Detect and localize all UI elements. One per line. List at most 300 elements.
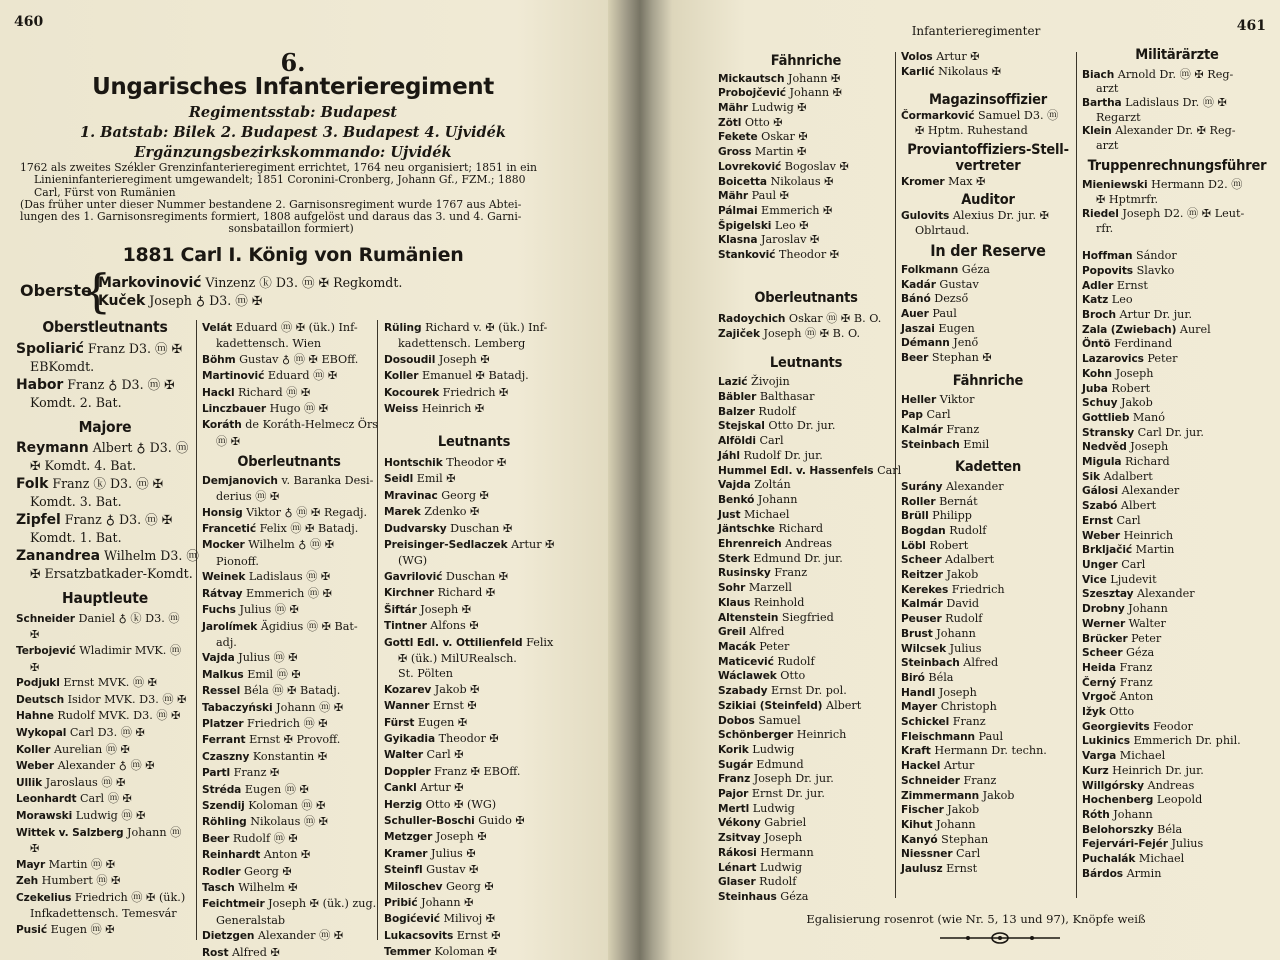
list-item bbox=[384, 537, 564, 569]
entry-detail: Reinhold bbox=[753, 595, 805, 609]
list-item bbox=[1082, 367, 1272, 382]
entry-name: Schuy bbox=[1082, 397, 1118, 410]
list-item bbox=[202, 401, 376, 417]
entry-detail: Peter bbox=[1131, 631, 1162, 645]
entry-detail: Martin bbox=[1135, 543, 1175, 557]
entry-name: Hackel bbox=[901, 760, 941, 773]
entry-name: Weinek bbox=[202, 571, 246, 584]
list-item bbox=[1082, 837, 1272, 852]
entry-detail: Manó bbox=[1132, 410, 1165, 424]
list-item bbox=[1082, 249, 1272, 264]
entry-detail: Paul bbox=[932, 307, 957, 320]
list-item bbox=[718, 145, 894, 160]
entry-name: Niessner bbox=[901, 848, 953, 861]
entry-name: Brücker bbox=[1082, 632, 1128, 645]
list-item bbox=[901, 408, 1075, 423]
entry-detail: Emil ⓜ ✠ bbox=[247, 667, 301, 681]
entry-continuation: ✠ bbox=[30, 660, 40, 674]
entry-name: Bogdan bbox=[901, 524, 946, 537]
list-item bbox=[202, 619, 376, 651]
entry-name: Gross bbox=[718, 146, 752, 159]
list-item bbox=[718, 787, 894, 802]
entry-detail: Carl bbox=[759, 434, 784, 448]
entry-name: Broch bbox=[1082, 309, 1116, 322]
entry-name: Peuser bbox=[901, 613, 942, 626]
entry-name: Kramer bbox=[384, 847, 428, 860]
entry-name: Bogićević bbox=[384, 913, 440, 926]
entry-detail: Alfred ✠ bbox=[231, 945, 280, 959]
entry-name: Gottl Edl. v. Ottilienfeld bbox=[384, 636, 523, 649]
entry-detail: Alexander bbox=[1137, 587, 1195, 601]
history-line: Linieninfanterieregiment umgewandelt; 1851 Coronini-Cronberg, Johann Gf., FZM.; 1880 bbox=[34, 173, 526, 187]
list-item bbox=[901, 774, 1075, 789]
list-item bbox=[718, 463, 902, 479]
entry-name: Steinbach bbox=[901, 657, 960, 670]
entry-name: Folk bbox=[16, 476, 49, 493]
list-item bbox=[16, 611, 194, 643]
list-item bbox=[16, 675, 194, 692]
entry-detail: Rudolf bbox=[759, 875, 797, 889]
entry-detail: Otto bbox=[780, 669, 806, 683]
list-item bbox=[16, 340, 194, 376]
list-item bbox=[901, 597, 1075, 612]
entry-detail: Jenő bbox=[953, 336, 979, 350]
entry-name: Vékony bbox=[718, 817, 761, 830]
entry-continuation: Generalstab bbox=[216, 913, 286, 927]
entry-name: Demjanovich bbox=[202, 474, 278, 487]
list-item bbox=[718, 449, 894, 464]
list-item bbox=[718, 596, 894, 611]
entry-name: Zala (Zwiebach) bbox=[1082, 323, 1177, 336]
entry-detail: Balthasar bbox=[759, 390, 815, 404]
section-heading: Majore bbox=[78, 417, 132, 436]
section-heading: Leutnants bbox=[437, 434, 511, 451]
entry-name: Zanandrea bbox=[16, 548, 100, 565]
entry-detail: Friedrich ⓜ ✠ bbox=[247, 716, 328, 730]
list-item bbox=[718, 101, 894, 116]
entry-name: Werner bbox=[1082, 617, 1126, 630]
list-item bbox=[1082, 279, 1272, 294]
list-item bbox=[718, 478, 894, 493]
entry-detail: Joseph ✠ bbox=[438, 352, 490, 366]
entry-name: Wilcsek bbox=[901, 642, 947, 655]
entry-detail: Joseph bbox=[938, 685, 977, 699]
entry-detail: Adalbert bbox=[1103, 469, 1153, 483]
list-item bbox=[202, 847, 376, 863]
entry-name: Hackl bbox=[202, 386, 235, 399]
entry-detail: Heinrich ✠ bbox=[421, 402, 485, 416]
entry-continuation: kadettensch. Lemberg bbox=[398, 337, 526, 351]
list-item bbox=[901, 656, 1075, 671]
entry-name: Lazić bbox=[718, 376, 748, 389]
entry-name: Greil bbox=[718, 626, 746, 639]
entry-name: Adler bbox=[1082, 279, 1114, 292]
entry-detail: Emil ✠ bbox=[416, 472, 456, 486]
entry-detail: Samuel D3. ⓜ bbox=[978, 109, 1059, 122]
list-item bbox=[16, 547, 199, 583]
list-item bbox=[384, 879, 564, 895]
entry-detail: Andreas bbox=[1147, 778, 1195, 792]
entry-detail: Béla ⓜ ✠ Batadj. bbox=[243, 684, 341, 698]
entry-name: Brüll bbox=[901, 510, 929, 523]
section-heading: Leutnants bbox=[769, 354, 843, 371]
list-item bbox=[901, 480, 1075, 495]
entry-detail: Franz bbox=[774, 566, 808, 580]
list-item bbox=[1082, 470, 1272, 485]
entry-name: Honsig bbox=[202, 506, 243, 519]
entry-name: Walter bbox=[384, 749, 423, 762]
list-item bbox=[901, 612, 1075, 627]
list-item bbox=[901, 524, 1075, 539]
list-item bbox=[901, 715, 1075, 730]
entry-name: Kraft bbox=[901, 745, 931, 758]
entry-name: Doppler bbox=[384, 765, 431, 778]
entry-name: Wykopal bbox=[16, 726, 67, 739]
entry-name: Kanyó bbox=[901, 833, 938, 846]
list-item bbox=[718, 890, 894, 905]
entry-detail: Julius ✠ bbox=[431, 846, 476, 860]
list-item bbox=[1082, 529, 1272, 544]
list-item bbox=[718, 219, 894, 234]
entry-name: Stanković bbox=[718, 249, 776, 262]
entry-name: Ižyk bbox=[1082, 706, 1106, 719]
entry-name: Habor bbox=[16, 376, 64, 393]
entry-name: Špigelski bbox=[718, 219, 772, 232]
entry-detail: Franz bbox=[946, 422, 980, 436]
spacer bbox=[1082, 235, 1272, 249]
entry-detail: Joseph ✠ bbox=[420, 602, 472, 616]
list-item bbox=[384, 797, 564, 813]
entry-detail: Jakob bbox=[946, 568, 979, 582]
entry-name: Willgórsky bbox=[1082, 779, 1144, 792]
entry-detail: Stephan ✠ bbox=[931, 351, 992, 365]
entry-detail: Franz ♁ D3. ⓜ ✠ bbox=[64, 512, 173, 528]
list-item bbox=[384, 471, 564, 487]
entry-detail: Milivoj ✠ bbox=[443, 912, 496, 926]
entry-detail: Artur ✠ bbox=[420, 781, 464, 795]
list-item bbox=[202, 716, 376, 732]
entry-detail: Duschan ✠ bbox=[450, 521, 513, 535]
list-item bbox=[384, 635, 564, 682]
entry-name: Bäbler bbox=[718, 391, 757, 404]
entry-detail: Johann bbox=[1128, 602, 1168, 616]
entry-name: Scheer bbox=[901, 554, 942, 567]
entry-detail: David bbox=[946, 597, 980, 611]
list-item bbox=[384, 682, 564, 698]
entry-detail: Alexander bbox=[945, 479, 1004, 493]
entry-detail: Richard ⓜ ✠ bbox=[238, 385, 311, 399]
entry-name: Kirchner bbox=[384, 587, 435, 600]
list-item bbox=[718, 86, 894, 101]
list-item bbox=[384, 488, 564, 504]
entry-detail: Alexius Dr. jur. ✠ bbox=[952, 208, 1049, 222]
list-item bbox=[384, 764, 564, 780]
list-item bbox=[901, 671, 1075, 686]
list-item bbox=[901, 495, 1075, 510]
entry-name: Vajda bbox=[202, 652, 235, 665]
regiment-title: Ungarisches Infanterieregiment bbox=[92, 74, 494, 100]
list-item bbox=[718, 508, 894, 523]
entry-name: Scheer bbox=[1082, 647, 1123, 660]
list-item bbox=[718, 116, 894, 131]
battalion-staffs: 1. Batstab: Bilek 2. Budapest 3. Budapest 4. Ujvidék bbox=[80, 124, 506, 141]
entry-name: Pribić bbox=[384, 897, 418, 909]
list-item bbox=[718, 581, 894, 596]
list-item bbox=[718, 390, 894, 405]
entry-detail: Hermann D2. ⓜ bbox=[1151, 178, 1243, 192]
list-item bbox=[1082, 411, 1272, 426]
entry-detail: Heinrich bbox=[1123, 528, 1174, 542]
entry-detail: Michael bbox=[1119, 749, 1166, 763]
list-item bbox=[901, 307, 1075, 322]
entry-detail: Artur ✠ bbox=[511, 538, 555, 552]
entry-detail: Isidor MVK. D3. ⓜ ✠ bbox=[67, 692, 187, 706]
entry-detail: Richard v. ✠ (ük.) Inf- bbox=[425, 321, 548, 334]
entry-name: Schneider bbox=[901, 774, 960, 787]
entry-name: Leonhardt bbox=[16, 793, 77, 806]
entry-detail: Anton bbox=[1119, 690, 1154, 704]
list-item bbox=[901, 789, 1075, 804]
entry-detail: Franz ✠ bbox=[233, 766, 280, 780]
entry-detail: Franz bbox=[963, 773, 997, 787]
entry-name: Čormarković bbox=[901, 110, 975, 122]
entry-detail: Felix ⓜ ✠ Batadj. bbox=[259, 522, 359, 536]
entry-detail: Joseph ⓜ ✠ B. O. bbox=[763, 327, 861, 341]
section-heading: Fähnriche bbox=[770, 53, 842, 69]
list-item bbox=[202, 831, 376, 847]
entry-detail: Ludwig bbox=[759, 860, 803, 874]
entry-detail: Johann ⓜ bbox=[127, 825, 182, 839]
entry-name: Morawski bbox=[16, 809, 73, 822]
list-item bbox=[16, 708, 194, 725]
brace: { bbox=[82, 264, 112, 318]
list-item bbox=[718, 248, 894, 263]
entry-name: Sohr bbox=[718, 582, 746, 595]
entry-detail: Nikolaus ✠ bbox=[770, 174, 834, 188]
entry-detail: Heinrich Dr. jur. bbox=[1112, 763, 1204, 777]
list-item bbox=[202, 880, 376, 896]
list-item bbox=[718, 875, 894, 890]
history-line: lungen des 1. Garnisonsregiments formiert, 1808 aufgelöst und daraus das 3. und 4. Garni- bbox=[20, 210, 522, 224]
entry-name: Kalmár bbox=[901, 423, 943, 436]
entry-detail: Artur bbox=[943, 759, 975, 773]
list-item bbox=[1082, 308, 1272, 323]
entry-name: Mertl bbox=[718, 802, 750, 815]
entry-continuation: Komdt. 3. Bat. bbox=[30, 494, 122, 510]
entry-detail: Rudolf ⓜ ✠ bbox=[232, 831, 298, 845]
entry-detail: Carl ⓜ ✠ bbox=[79, 792, 132, 806]
list-item bbox=[202, 749, 376, 765]
list-item bbox=[901, 50, 1075, 65]
entry-detail: Martin ✠ bbox=[754, 145, 807, 159]
entry-name: Puchalák bbox=[1082, 853, 1136, 866]
entry-name: Franz bbox=[718, 773, 751, 786]
list-item bbox=[384, 504, 564, 520]
entry-detail: Géza bbox=[961, 262, 990, 276]
entry-detail: Ernst Dr. jur. bbox=[751, 787, 825, 801]
entry-detail: Wilhelm ✠ bbox=[238, 881, 298, 894]
entry-name: Marek bbox=[384, 506, 421, 519]
entry-name: Röhling bbox=[202, 816, 247, 829]
entry-detail: de Koráth-Helmecz Örs bbox=[245, 418, 379, 432]
list-item bbox=[901, 438, 1075, 453]
entry-detail: Alfons ✠ bbox=[430, 619, 479, 633]
list-item bbox=[901, 336, 1075, 351]
entry-detail: Alfred bbox=[749, 625, 785, 639]
entry-detail: Leopold bbox=[1156, 793, 1203, 807]
entry-name: Rüling bbox=[384, 322, 422, 334]
entry-detail: Ferdinand bbox=[1114, 337, 1173, 351]
entry-name: Fekete bbox=[718, 131, 758, 144]
list-item bbox=[1082, 793, 1272, 808]
section-heading: Oberstleutnants bbox=[42, 318, 168, 336]
entry-detail: Ernst ✠ bbox=[432, 699, 477, 713]
list-item bbox=[16, 439, 194, 475]
entry-name: Kihut bbox=[901, 818, 933, 831]
entry-detail: Martin ⓜ ✠ bbox=[48, 857, 116, 871]
entry-name: Gulovits bbox=[901, 209, 950, 222]
entry-detail: Otto ✠ (WG) bbox=[425, 797, 497, 811]
entry-detail: Béla bbox=[928, 670, 954, 684]
entry-detail: Ernst Dr. pol. bbox=[771, 684, 847, 698]
entry-detail: Johann ⓜ ✠ bbox=[276, 700, 344, 714]
list-item bbox=[1082, 440, 1272, 455]
list-item bbox=[384, 813, 564, 829]
entry-name: Tasch bbox=[202, 882, 235, 894]
entry-detail: Georg ✠ bbox=[445, 879, 494, 893]
entry-detail: Rudolf bbox=[758, 404, 796, 418]
entry-detail: Feodor bbox=[1153, 719, 1193, 733]
entry-detail: Felix bbox=[526, 635, 554, 649]
entry-continuation: Oblrtaud. bbox=[915, 223, 970, 237]
entry-detail: Jaroslaus ⓜ ✠ bbox=[45, 775, 126, 789]
entry-detail: Ladislaus Dr. ⓜ ✠ bbox=[1125, 96, 1227, 109]
list-item bbox=[202, 537, 376, 569]
entry-name: Temmer bbox=[384, 946, 431, 959]
list-item bbox=[1082, 124, 1272, 152]
history-line: (Das früher unter dieser Nummer bestandene 2. Garnisonsregiment wurde 1767 aus Abtei- bbox=[20, 197, 522, 211]
list-item bbox=[384, 455, 564, 471]
regiment-history bbox=[20, 162, 562, 236]
list-item bbox=[901, 322, 1075, 337]
entry-detail: Otto Dr. jur. bbox=[768, 419, 836, 433]
entry-detail: Ludwig bbox=[752, 801, 795, 815]
entry-detail: Theodor ✠ bbox=[446, 456, 507, 470]
section-heading: Militärärzte bbox=[1135, 47, 1219, 63]
entry-name: Fleischmann bbox=[901, 730, 975, 743]
entry-name: Klasna bbox=[718, 234, 758, 247]
list-item bbox=[16, 376, 194, 412]
entry-detail: Jakob bbox=[1120, 396, 1153, 410]
list-item bbox=[901, 847, 1075, 862]
entry-name: Spoliarić bbox=[16, 340, 84, 357]
entry-detail: Leo ✠ bbox=[774, 218, 809, 232]
entry-name: Sugár bbox=[718, 758, 753, 771]
entry-name: Jarolímek bbox=[202, 620, 258, 633]
entry-detail: Julius bbox=[949, 641, 982, 655]
entry-detail: Heinrich bbox=[796, 728, 847, 742]
list-item bbox=[16, 857, 194, 874]
entry-name: Czekelius bbox=[16, 891, 72, 904]
list-item bbox=[16, 725, 194, 742]
entry-detail: Johann ✠ bbox=[421, 896, 474, 909]
entry-name: Kadár bbox=[901, 278, 936, 291]
section-heading: Oberleutnants bbox=[754, 289, 858, 306]
entry-detail: Emmerich Dr. phil. bbox=[1133, 734, 1241, 748]
entry-detail: Carl bbox=[1121, 557, 1146, 571]
entry-name: Mickautsch bbox=[718, 72, 785, 85]
section-heading: Auditor bbox=[961, 192, 1015, 209]
list-item bbox=[718, 72, 894, 87]
list-item bbox=[901, 583, 1075, 598]
entry-name: Lénart bbox=[718, 861, 757, 874]
list-item bbox=[718, 130, 894, 145]
entry-detail: Walter bbox=[1128, 616, 1166, 630]
entry-detail: Stephan bbox=[941, 832, 989, 846]
entry-detail: Koloman ✠ bbox=[434, 945, 497, 959]
entry-detail: Ernst bbox=[946, 862, 978, 876]
entry-detail: Ludwig ✠ bbox=[751, 101, 807, 114]
entry-name: Öntö bbox=[1082, 338, 1111, 351]
entry-name: Terbojević bbox=[16, 644, 76, 657]
entry-name: Mravinac bbox=[384, 489, 438, 502]
entry-detail: Aurel bbox=[1179, 322, 1211, 336]
entry-name: Fürst bbox=[384, 716, 415, 729]
list-item bbox=[16, 775, 194, 792]
entry-detail: Alexander ⓜ ✠ bbox=[257, 929, 344, 943]
section-heading: In der Reserve bbox=[930, 241, 1046, 261]
entry-name: Hummel Edl. v. Hassenfels bbox=[718, 464, 874, 477]
entry-name: Jáhl bbox=[718, 449, 740, 462]
history-line: 1762 als zweites Székler Grenzinfanterieregiment errichtet, 1764 neu organisiert; 1851 in ein bbox=[20, 161, 537, 174]
entry-name: Podjukl bbox=[16, 677, 60, 690]
entry-name: Mocker bbox=[202, 539, 245, 552]
entry-detail: Peter bbox=[1147, 352, 1178, 366]
list-item bbox=[718, 312, 894, 327]
entry-name: Just bbox=[718, 508, 741, 521]
right-page bbox=[672, 0, 1280, 960]
entry-detail: Wilhelm D3. ⓜ bbox=[103, 548, 199, 564]
regiment-inhaber: 1881 Carl I. König von Rumänien bbox=[122, 244, 464, 266]
entry-name: Radoychich bbox=[718, 313, 786, 326]
entry-name: Róth bbox=[1082, 808, 1110, 821]
list-item bbox=[718, 552, 894, 567]
list-item bbox=[202, 417, 379, 449]
list-item bbox=[1082, 207, 1272, 235]
entry-detail: Michael bbox=[1138, 852, 1185, 866]
list-item bbox=[1082, 779, 1272, 794]
entry-name: Klein bbox=[1082, 125, 1112, 138]
entry-name: Alföldi bbox=[718, 435, 756, 448]
list-item bbox=[1082, 720, 1272, 735]
list-item bbox=[901, 642, 1075, 657]
left-column-3 bbox=[384, 320, 564, 960]
entry-name: Kromer bbox=[901, 175, 945, 188]
ornament-icon bbox=[940, 930, 1060, 946]
list-item bbox=[1082, 823, 1272, 838]
entry-name: Weber bbox=[16, 760, 54, 773]
list-item bbox=[901, 862, 1075, 877]
entry-name: Mähr bbox=[718, 190, 749, 203]
left-page bbox=[0, 0, 608, 960]
entry-detail: Carl Dr. jur. bbox=[1137, 425, 1204, 439]
entry-name: Mayr bbox=[16, 858, 46, 871]
entry-detail: Richard bbox=[1125, 455, 1170, 469]
entry-detail: Otto ✠ bbox=[744, 115, 783, 129]
entry-continuation: ✠ bbox=[30, 842, 40, 856]
entry-detail: Gustav ♁ ⓜ ✠ EBOff. bbox=[239, 352, 359, 366]
list-item bbox=[202, 732, 376, 748]
